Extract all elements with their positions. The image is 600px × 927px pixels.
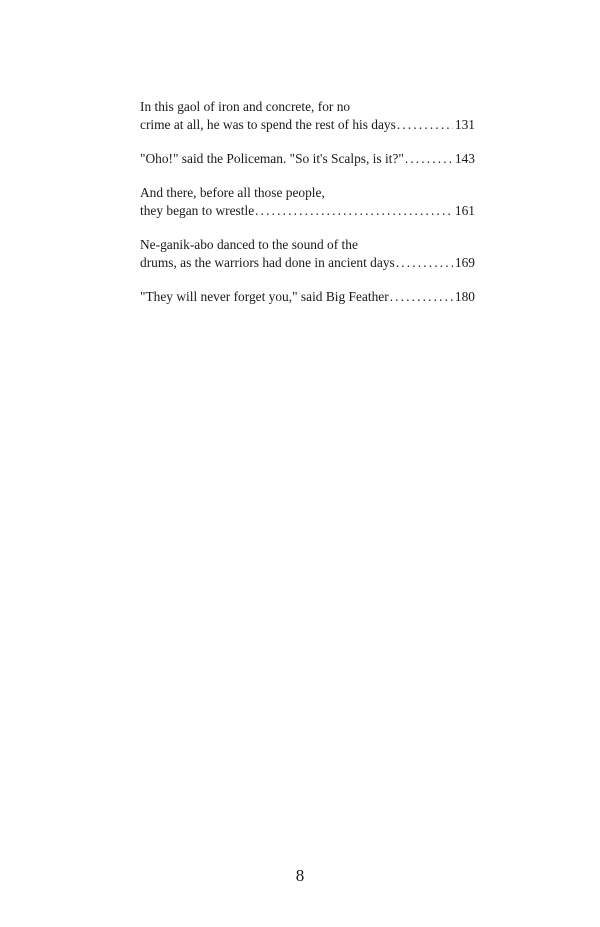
dot-leader xyxy=(405,150,453,168)
entry-caption-line: And there, before all those people, xyxy=(140,185,325,200)
dot-leader xyxy=(396,254,453,272)
dot-leader xyxy=(255,202,453,220)
entry-caption-last-line: "They will never forget you," said Big Feather xyxy=(140,289,389,304)
entry-page-number: 180 xyxy=(454,289,475,304)
page-number: 8 xyxy=(295,866,305,885)
entry-caption-line: In this gaol of iron and concrete, for no xyxy=(140,99,351,114)
dot-leader xyxy=(390,288,453,306)
entry-page-number: 161 xyxy=(454,203,475,218)
entry-caption-last-line: drums, as the warriors had done in ancient days xyxy=(140,255,395,270)
list-item xyxy=(140,184,475,220)
entry-caption-line: Ne-ganik-abo danced to the sound of the xyxy=(140,237,358,252)
list-item xyxy=(140,98,475,134)
list-item xyxy=(140,236,475,272)
list-item xyxy=(140,150,475,168)
entry-caption-last-line: they began to wrestle xyxy=(140,203,255,218)
list-item xyxy=(140,288,475,306)
entry-caption-last-line: crime at all, he was to spend the rest of his days xyxy=(140,117,396,132)
entry-caption-last-line: "Oho!" said the Policeman. "So it's Scalps, is it?" xyxy=(140,151,404,166)
entry-page-number: 169 xyxy=(454,255,475,270)
entry-page-number: 131 xyxy=(454,117,475,132)
dot-leader xyxy=(397,116,453,134)
illustrations-list xyxy=(140,98,475,322)
entry-page-number: 143 xyxy=(454,151,475,166)
